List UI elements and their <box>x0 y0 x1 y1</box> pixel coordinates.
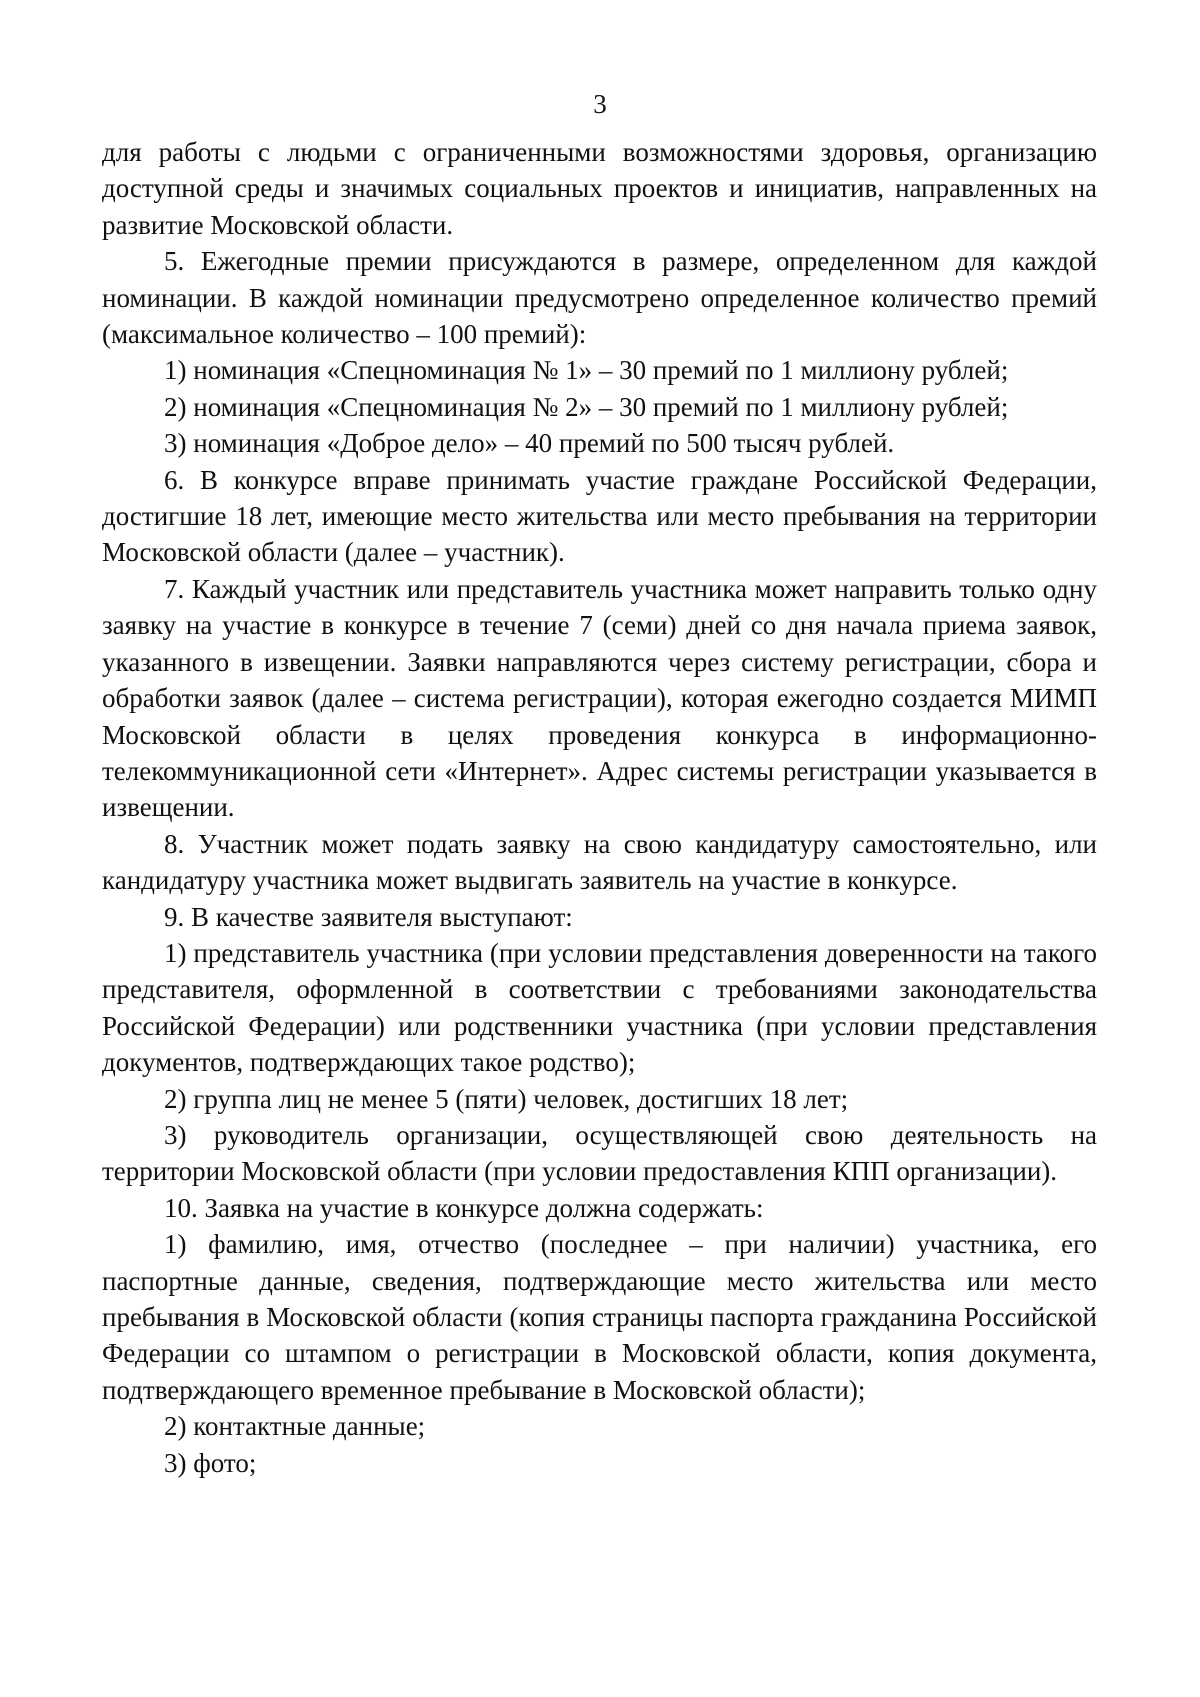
paragraph-item-10-1: 1) фамилию, имя, отчество (последнее – при наличии) участника, его паспортные данные, сведения, подтверждающие место жительства или место пребывания в Московской области (копия страницы паспорта гражданина Российской Федерации со штампом о регистрации в Московской области, копия документа, подтверждающего временное пребывание в Московской области); <box>102 1229 1097 1405</box>
paragraph-continuation: для работы с людьми с ограниченными возможностями здоровья, организацию доступной среды и значимых социальных проектов и инициатив, направленных на развитие Московской области. <box>102 137 1097 240</box>
paragraph-item-10-3: 3) фото; <box>164 1447 257 1478</box>
paragraph-item-10: 10. Заявка на участие в конкурсе должна содержать: <box>164 1192 764 1223</box>
paragraph-item-9-1: 1) представитель участника (при условии представления доверенности на такого представителя, оформленной в соответствии с требованиями законодательства Российской Федерации) или родственники участника (при условии представления документов, подтверждающих такое родство); <box>102 937 1097 1078</box>
paragraph-item-7: 7. Каждый участник или представитель участника может направить только одну заявку на участие в конкурсе в течение 7 (семи) дней со дня начала приема заявок, указанного в извещении. Заявки направляются через систему регистрации, сбора и обработки заявок (далее – система регистрации), которая ежегодно создается МИМП Московской области в целях проведения конкурса в информационно-телекоммуникационной сети «Интернет». Адрес системы регистрации указывается в извещении. <box>102 573 1097 823</box>
document-body <box>102 134 1097 1481</box>
paragraph-item-9-2: 2) группа лиц не менее 5 (пяти) человек, достигших 18 лет; <box>164 1083 849 1114</box>
paragraph-item-5-2: 2) номинация «Спецноминация № 2» – 30 премий по 1 миллиону рублей; <box>164 391 1009 422</box>
paragraph-item-10-2: 2) контактные данные; <box>164 1411 426 1442</box>
paragraph-item-6: 6. В конкурсе вправе принимать участие граждане Российской Федерации, достигшие 18 лет, имеющие место жительства или место пребывания на территории Московской области (далее – участник). <box>102 464 1097 568</box>
paragraph-item-8: 8. Участник может подать заявку на свою кандидатуру самостоятельно, или кандидатуру участника может выдвигать заявитель на участие в конкурсе. <box>102 828 1097 896</box>
paragraph-item-5: 5. Ежегодные премии присуждаются в размере, определенном для каждой номинации. В каждой номинации предусмотрено определенное количество премий (максимальное количество – 100 премий): <box>102 246 1097 350</box>
page-number: 3 <box>593 89 607 119</box>
paragraph-item-9: 9. В качестве заявителя выступают: <box>164 901 573 932</box>
paragraph-item-5-3: 3) номинация «Доброе дело» – 40 премий по 500 тысяч рублей. <box>164 428 895 459</box>
paragraph-item-9-3: 3) руководитель организации, осуществляющей свою деятельность на территории Московской области (при условии предоставления КПП организации). <box>102 1119 1097 1187</box>
paragraph-item-5-1: 1) номинация «Спецноминация № 1» – 30 премий по 1 миллиону рублей; <box>164 355 1009 386</box>
